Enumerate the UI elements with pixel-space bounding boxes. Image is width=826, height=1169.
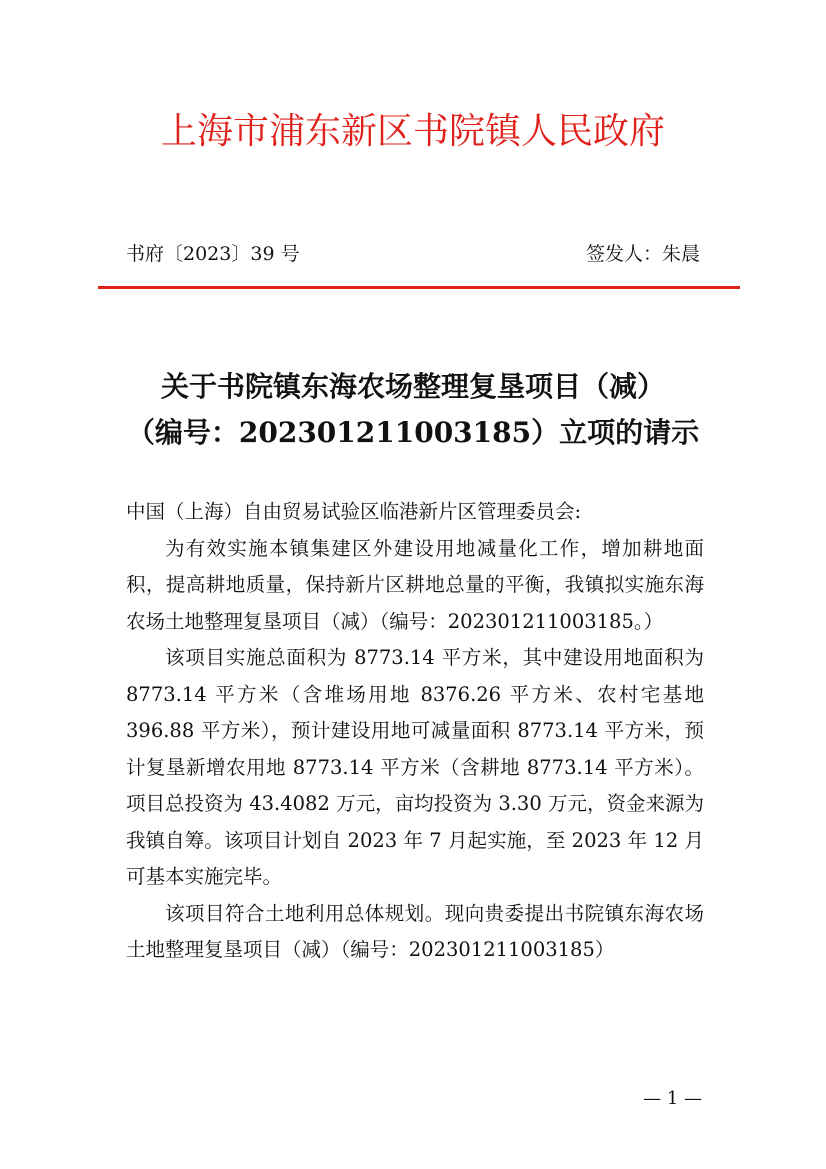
body-paragraph: 该项目符合土地利用总体规划。现向贵委提出书院镇东海农场土地整理复垦项目（减）（编号：202301211003185） [126, 901, 704, 961]
salutation: 中国（上海）自由贸易试验区临港新片区管理委员会: [126, 500, 582, 523]
document-body [126, 494, 704, 969]
body-paragraph: 该项目实施总面积为 8773.14 平方米，其中建设用地面积为 8773.14 平方米（含堆场用地 8376.26 平方米、农村宅基地 396.88 平方米），预计建设用地可减量面积 8773.14 平方米，预计复垦新增农用地 8773.14 平方米（含耕地 8773.14 平方米）。项目总投资为 43.4082 万元，亩均投资为 3.30 万元，资金来源为我镇自筹。该项目计划自 2023 年 7 月起实施，至 2023 年 12 月可基本实施完毕。 [126, 646, 704, 888]
red-divider-line [98, 286, 740, 289]
issuing-authority: 上海市浦东新区书院镇人民政府 [160, 111, 665, 152]
document-number: 书府〔2023〕39 号 [126, 243, 300, 265]
body-paragraph: 为有效实施本镇集建区外建设用地减量化工作，增加耕地面积，提高耕地质量，保持新片区耕地总量的平衡，我镇拟实施东海农场土地整理复垦项目（减）（编号：202301211003185。） [126, 536, 704, 633]
title-line-1: 关于书院镇东海农场整理复垦项目（减） [160, 370, 665, 403]
document-title [90, 364, 736, 456]
title-line-2: （编号：202301211003185）立项的请示 [126, 416, 700, 449]
document-info-row [126, 238, 700, 270]
page-number: — 1 — [643, 1088, 702, 1109]
signer: 签发人：朱晨 [585, 243, 700, 265]
